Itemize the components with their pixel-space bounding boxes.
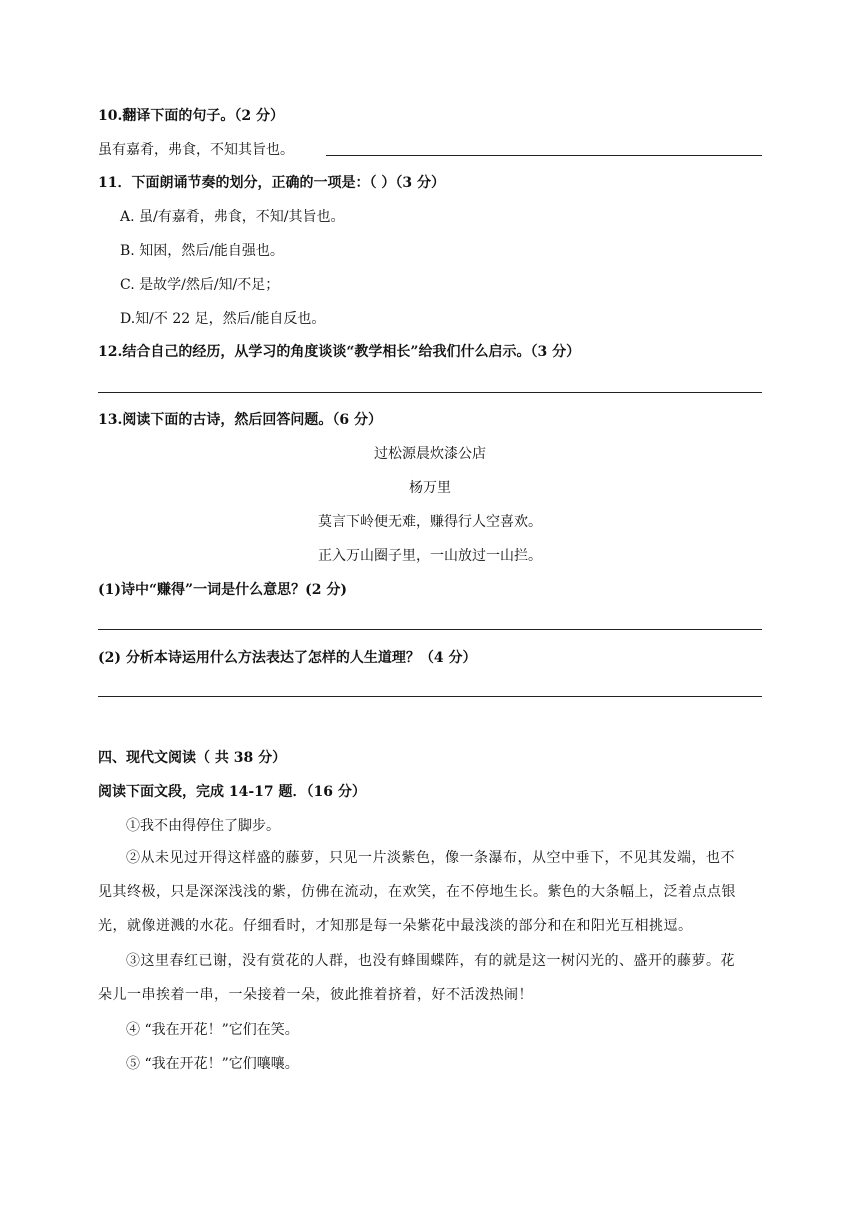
poem-line-1: 莫言下岭便无难，赚得行人空喜欢。 bbox=[318, 514, 542, 530]
poem-author: 杨万里 bbox=[409, 480, 451, 496]
paragraph-3-line-2: 朵儿一串挨着一串，一朵接着一朵，彼此推着挤着，好不活泼热闹！ bbox=[98, 987, 533, 1003]
poem-title: 过松源晨炊漆公店 bbox=[374, 446, 486, 462]
paragraph-1: ①我不由得停住了脚步。 bbox=[126, 818, 280, 834]
question-12-answer-line bbox=[98, 392, 762, 393]
question-13-sub-2: (2) 分析本诗运用什么方法表达了怎样的人生道理？（4 分） bbox=[98, 650, 477, 666]
paragraph-2-line-2: 见其终极，只是深深浅浅的紫，仿佛在流动，在欢笑，在不停地生长。紫色的大条幅上，泛着点点银 bbox=[98, 884, 736, 900]
question-12-title: 12.结合自己的经历，从学习的角度谈谈“教学相长”给我们什么启示。（3 分） bbox=[98, 344, 581, 360]
section-4-heading: 四、现代文阅读（ 共 38 分） bbox=[98, 750, 287, 766]
question-13-sub-1-answer-line bbox=[98, 629, 762, 630]
question-11-option-b: B. 知困，然后/能自强也。 bbox=[120, 243, 284, 259]
paragraph-3 bbox=[98, 944, 763, 1012]
paragraph-5: ⑤ “我在开花！”它们嚷嚷。 bbox=[126, 1056, 299, 1072]
question-11-option-a: A. 虽/有嘉肴，弗食，不知/其旨也。 bbox=[120, 209, 345, 225]
reading-instruction: 阅读下面文段，完成 14-17 题．（16 分） bbox=[98, 784, 366, 800]
question-13-title: 13.阅读下面的古诗，然后回答问题。（6 分） bbox=[98, 412, 382, 428]
paragraph-4: ④ “我在开花！”它们在笑。 bbox=[126, 1022, 299, 1038]
poem-line-2: 正入万山圈子里，一山放过一山拦。 bbox=[318, 548, 542, 564]
paragraph-3-line-1: ③这里春红已谢，没有赏花的人群，也没有蜂围蝶阵，有的就是这一树闪光的、盛开的藤萝。花 bbox=[126, 953, 735, 969]
question-11-title: 11．下面朗诵节奏的划分，正确的一项是：（ ）（3 分） bbox=[98, 175, 445, 191]
question-13-sub-2-answer-line bbox=[98, 696, 762, 697]
question-11-option-c: C. 是故学/然后/知/不足； bbox=[120, 277, 280, 293]
paragraph-2 bbox=[98, 841, 763, 943]
question-13-sub-1: (1)诗中“赚得”一词是什么意思？(2 分) bbox=[98, 582, 347, 598]
paragraph-2-line-3: 光，就像迸溅的水花。仔细看时，才知那是每一朵紫花中最浅淡的部分和在和阳光互相挑逗。 bbox=[98, 918, 693, 934]
question-10-answer-line bbox=[326, 155, 762, 156]
paragraph-2-line-1: ②从未见过开得这样盛的藤萝，只见一片淡紫色，像一条瀑布，从空中垂下，不见其发端，也不 bbox=[126, 850, 735, 866]
question-10-title: 10.翻译下面的句子。（2 分） bbox=[98, 108, 284, 124]
question-10-sentence: 虽有嘉肴，弗食，不知其旨也。 bbox=[98, 142, 294, 158]
question-11-option-d: D.知/不 22 足，然后/能自反也。 bbox=[120, 311, 326, 327]
